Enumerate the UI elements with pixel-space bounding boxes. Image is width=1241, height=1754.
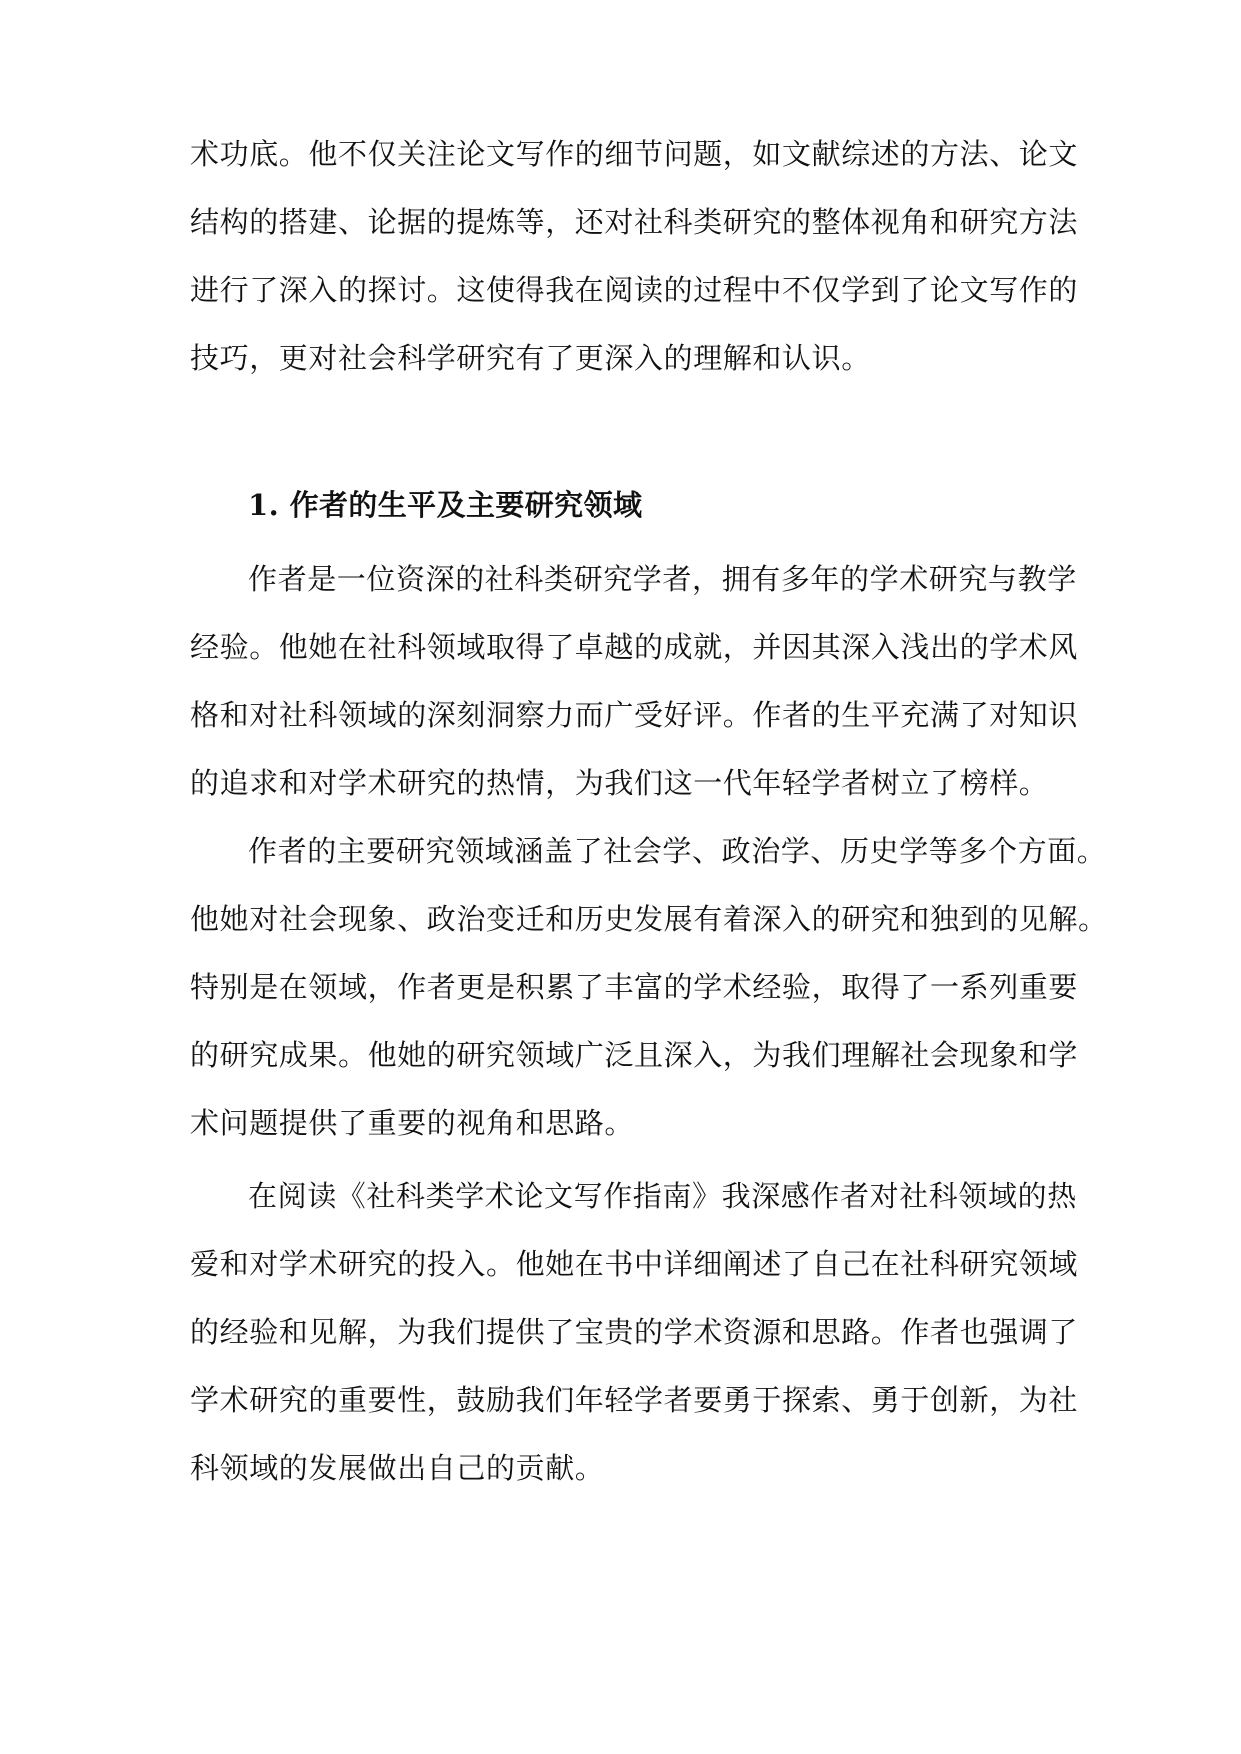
- paragraph-4-line-4: 学术研究的重要性，鼓励我们年轻学者要勇于探索、勇于创新，为社: [190, 1383, 1079, 1417]
- paragraph-4-line-3: 的经验和见解，为我们提供了宝贵的学术资源和思路。作者也强调了: [190, 1315, 1079, 1349]
- paragraph-3-line-5: 术问题提供了重要的视角和思路。: [190, 1106, 635, 1140]
- paragraph-2-line-2: 经验。他她在社科领域取得了卓越的成就，并因其深入浅出的学术风: [190, 630, 1079, 664]
- paragraph-2-line-3: 格和对社科领域的深刻洞察力而广受好评。作者的生平充满了对知识: [190, 698, 1079, 732]
- paragraph-1-line-1: 术功底。他不仅关注论文写作的细节问题，如文献综述的方法、论文: [190, 137, 1079, 171]
- paragraph-4-line-1: 在阅读《社科类学术论文写作指南》我深感作者对社科领域的热: [248, 1179, 1077, 1213]
- section-heading: 1. 作者的生平及主要研究领域: [248, 488, 643, 522]
- paragraph-2-line-1: 作者是一位资深的社科类研究学者，拥有多年的学术研究与教学: [248, 562, 1077, 596]
- paragraph-2-line-4: 的追求和对学术研究的热情，为我们这一代年轻学者树立了榜样。: [190, 766, 1049, 800]
- paragraph-3-line-2: 他她对社会现象、政治变迁和历史发展有着深入的研究和独到的见解。: [190, 902, 1108, 936]
- paragraph-3-line-3: 特别是在领域，作者更是积累了丰富的学术经验，取得了一系列重要: [190, 970, 1079, 1004]
- paragraph-1-line-2: 结构的搭建、论据的提炼等，还对社科类研究的整体视角和研究方法: [190, 205, 1079, 239]
- paragraph-4-line-5: 科领域的发展做出自己的贡献。: [190, 1451, 605, 1485]
- paragraph-1-line-4: 技巧，更对社会科学研究有了更深入的理解和认识。: [190, 341, 871, 375]
- paragraph-3-line-4: 的研究成果。他她的研究领域广泛且深入，为我们理解社会现象和学: [190, 1038, 1079, 1072]
- paragraph-4-line-2: 爱和对学术研究的投入。他她在书中详细阐述了自己在社科研究领域: [190, 1247, 1079, 1281]
- paragraph-3-line-1: 作者的主要研究领域涵盖了社会学、政治学、历史学等多个方面。: [248, 834, 1107, 868]
- paragraph-1-line-3: 进行了深入的探讨。这使得我在阅读的过程中不仅学到了论文写作的: [190, 273, 1079, 307]
